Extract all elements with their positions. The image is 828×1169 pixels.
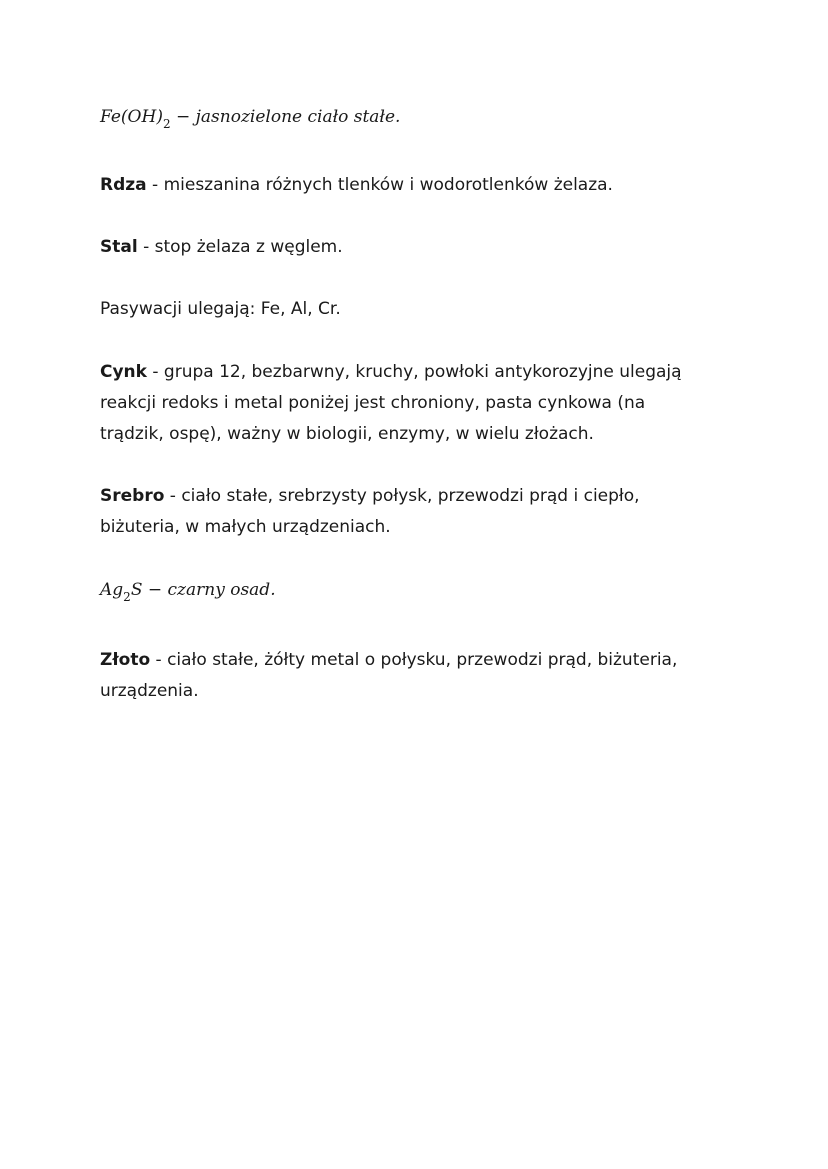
stal-line bbox=[100, 232, 740, 262]
feoh2-line bbox=[100, 102, 740, 139]
zloto-description-2: urządzenia. bbox=[100, 681, 199, 701]
cynk-line-3 bbox=[100, 419, 740, 449]
cynk-description-1: - grupa 12, bezbarwny, kruchy, powłoki antykorozyjne ulegają bbox=[146, 362, 682, 382]
feoh2-formula-subscript: 2 bbox=[162, 117, 171, 131]
srebro-line-1 bbox=[100, 481, 740, 511]
srebro-line-2 bbox=[100, 512, 740, 542]
cynk-description-3: trądzik, ospę), ważny w biologii, enzymy, w wielu złożach. bbox=[100, 424, 594, 444]
ag2s-line bbox=[100, 575, 740, 612]
zloto-line-1 bbox=[100, 645, 740, 675]
stal-description: - stop żelaza z węglem. bbox=[137, 237, 343, 257]
cynk-line-1 bbox=[100, 357, 740, 387]
cynk-term: Cynk bbox=[100, 362, 147, 382]
rdza-term: Rdza bbox=[100, 175, 147, 195]
stal-term: Stal bbox=[100, 237, 138, 257]
rdza-description: - mieszanina różnych tlenków i wodorotlenków żelaza. bbox=[146, 175, 613, 195]
pasywacja-text: Pasywacji ulegają: Fe, Al, Cr. bbox=[100, 299, 341, 319]
ag2s-formula-end: S bbox=[130, 580, 143, 600]
zloto-term: Złoto bbox=[100, 650, 151, 670]
cynk-line-2 bbox=[100, 388, 740, 418]
srebro-description-2: biżuteria, w małych urządzeniach. bbox=[100, 517, 391, 537]
srebro-term: Srebro bbox=[100, 486, 165, 506]
feoh2-formula-base: Fe(OH) bbox=[100, 107, 163, 127]
zloto-description-1: - ciało stałe, żółty metal o połysku, przewodzi prąd, biżuteria, bbox=[150, 650, 678, 670]
feoh2-description: − jasnozielone ciało stałe. bbox=[170, 107, 401, 127]
pasywacja-line bbox=[100, 294, 740, 324]
zloto-line-2 bbox=[100, 676, 740, 706]
ag2s-description: − czarny osad. bbox=[142, 580, 276, 600]
srebro-description-1: - ciało stałe, srebrzysty połysk, przewodzi prąd i ciepło, bbox=[164, 486, 640, 506]
ag2s-formula-subscript: 2 bbox=[123, 590, 131, 604]
ag2s-formula-base: Ag bbox=[100, 580, 124, 600]
cynk-description-2: reakcji redoks i metal poniżej jest chroniony, pasta cynkowa (na bbox=[100, 393, 646, 413]
rdza-line bbox=[100, 170, 740, 200]
